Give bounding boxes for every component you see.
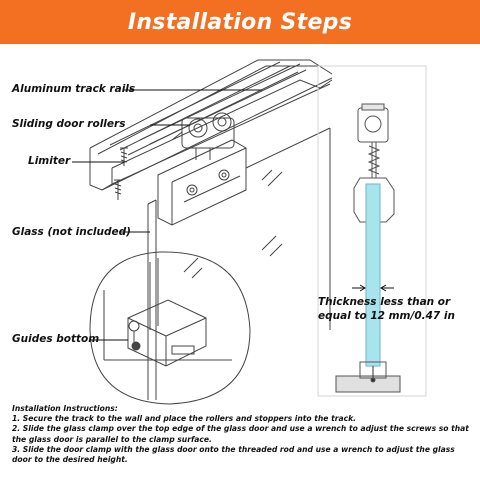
glass-clamp-drawing (158, 140, 246, 225)
label-sliding-rollers: Sliding door rollers (12, 118, 126, 130)
thickness-line-1: Thickness less than or (318, 296, 451, 308)
thickness-note (318, 295, 458, 323)
page-title: Installation Steps (127, 9, 353, 35)
instruction-step-3: 3. Slide the door clamp with the glass door onto the threaded rod and use a wrench to adjust the glass door to the desired height. (12, 444, 455, 465)
glass-panel-drawing (148, 128, 330, 400)
track-rails-drawing (90, 60, 332, 190)
label-track-rails: Aluminum track rails (12, 83, 136, 95)
label-guides-bottom: Guides bottom (12, 333, 100, 345)
side-section-view (318, 66, 426, 396)
label-limiter: Limiter (28, 155, 71, 167)
thickness-line-2: equal to 12 mm/0.47 in (318, 310, 455, 322)
instructions-heading: Installation Instructions: (12, 404, 118, 413)
instruction-step-1: 1. Secure the track to the wall and place the rollers and stoppers into the track. (12, 414, 357, 424)
instruction-step-2: 2. Slide the glass clamp over the top edge of the glass door and use a wrench to adjust the screws so that the glass door is parallel to the clamp surface. (12, 424, 469, 444)
bottom-guide-magnifier (90, 252, 250, 404)
installation-instructions (12, 404, 474, 465)
label-glass: Glass (not included) (12, 226, 131, 238)
